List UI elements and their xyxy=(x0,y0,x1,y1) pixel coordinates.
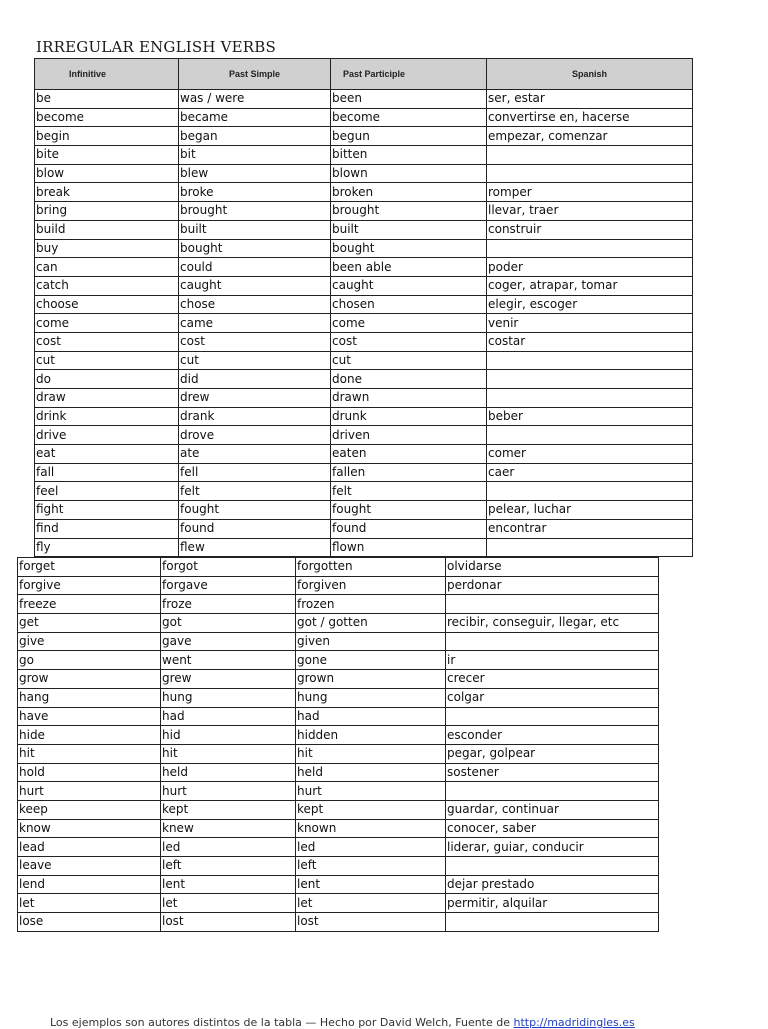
cell-past-participle: had xyxy=(296,707,446,726)
cell-infinitive: lend xyxy=(18,875,161,894)
cell-past-participle: known xyxy=(296,819,446,838)
cell-past-simple: was / were xyxy=(179,90,331,109)
cell-past-participle: bitten xyxy=(331,146,487,165)
cell-infinitive: fly xyxy=(35,538,179,557)
table-row xyxy=(18,670,659,689)
cell-infinitive: lead xyxy=(18,838,161,857)
cell-spanish: sostener xyxy=(446,763,659,782)
header-spanish: Spanish xyxy=(487,59,693,90)
cell-past-simple: hid xyxy=(161,726,296,745)
table-row xyxy=(35,127,693,146)
cell-spanish: conocer, saber xyxy=(446,819,659,838)
cell-spanish: colgar xyxy=(446,688,659,707)
cell-spanish: esconder xyxy=(446,726,659,745)
cell-past-participle: drawn xyxy=(331,389,487,408)
table-row xyxy=(18,707,659,726)
cell-infinitive: begin xyxy=(35,127,179,146)
cell-spanish: caer xyxy=(487,463,693,482)
cell-past-simple: let xyxy=(161,894,296,913)
cell-past-simple: gave xyxy=(161,632,296,651)
cell-infinitive: fight xyxy=(35,501,179,520)
cell-past-simple: hung xyxy=(161,688,296,707)
cell-past-simple: chose xyxy=(179,295,331,314)
cell-past-participle: been able xyxy=(331,258,487,277)
cell-infinitive: keep xyxy=(18,800,161,819)
cell-infinitive: drink xyxy=(35,407,179,426)
cell-past-participle: got / gotten xyxy=(296,614,446,633)
cell-spanish xyxy=(487,426,693,445)
table-row xyxy=(35,239,693,258)
cell-past-participle: begun xyxy=(331,127,487,146)
page-footer xyxy=(50,1016,635,1029)
cell-infinitive: hit xyxy=(18,744,161,763)
table-row xyxy=(35,146,693,165)
cell-past-participle: flown xyxy=(331,538,487,557)
verbs-table-1 xyxy=(34,58,693,557)
table-row xyxy=(35,332,693,351)
cell-infinitive: buy xyxy=(35,239,179,258)
cell-infinitive: let xyxy=(18,894,161,913)
table-row xyxy=(35,183,693,202)
cell-past-participle: built xyxy=(331,220,487,239)
cell-spanish: permitir, alquilar xyxy=(446,894,659,913)
table-row xyxy=(35,258,693,277)
table-row xyxy=(35,202,693,221)
cell-spanish xyxy=(446,913,659,932)
cell-spanish: perdonar xyxy=(446,576,659,595)
cell-spanish: poder xyxy=(487,258,693,277)
table-row xyxy=(35,463,693,482)
cell-past-participle: let xyxy=(296,894,446,913)
table-row xyxy=(18,651,659,670)
cell-past-simple: froze xyxy=(161,595,296,614)
table-row xyxy=(18,726,659,745)
cell-spanish: llevar, traer xyxy=(487,202,693,221)
table-row xyxy=(35,314,693,333)
cell-infinitive: cut xyxy=(35,351,179,370)
cell-spanish: liderar, guiar, conducir xyxy=(446,838,659,857)
cell-spanish: construir xyxy=(487,220,693,239)
cell-past-simple: grew xyxy=(161,670,296,689)
cell-past-participle: cut xyxy=(331,351,487,370)
cell-infinitive: hang xyxy=(18,688,161,707)
table-row xyxy=(35,90,693,109)
cell-infinitive: do xyxy=(35,370,179,389)
cell-past-simple: could xyxy=(179,258,331,277)
cell-spanish: romper xyxy=(487,183,693,202)
cell-past-participle: found xyxy=(331,519,487,538)
cell-past-simple: forgave xyxy=(161,576,296,595)
cell-spanish xyxy=(446,632,659,651)
table-row xyxy=(18,576,659,595)
table-row xyxy=(35,164,693,183)
table-row xyxy=(18,614,659,633)
cell-past-simple: left xyxy=(161,857,296,876)
table-row xyxy=(18,744,659,763)
cell-past-simple: bit xyxy=(179,146,331,165)
cell-past-simple: led xyxy=(161,838,296,857)
cell-past-simple: found xyxy=(179,519,331,538)
table-row xyxy=(35,519,693,538)
table-row xyxy=(35,389,693,408)
cell-spanish: crecer xyxy=(446,670,659,689)
cell-infinitive: cost xyxy=(35,332,179,351)
table-row xyxy=(18,838,659,857)
table-row xyxy=(18,632,659,651)
cell-past-simple: blew xyxy=(179,164,331,183)
cell-past-participle: lent xyxy=(296,875,446,894)
cell-spanish: elegir, escoger xyxy=(487,295,693,314)
cell-spanish xyxy=(487,389,693,408)
table-row xyxy=(35,482,693,501)
cell-past-participle: eaten xyxy=(331,445,487,464)
cell-past-simple: fought xyxy=(179,501,331,520)
cell-past-simple: drove xyxy=(179,426,331,445)
table-row xyxy=(35,295,693,314)
cell-past-participle: held xyxy=(296,763,446,782)
cell-past-participle: done xyxy=(331,370,487,389)
table-row xyxy=(35,538,693,557)
cell-infinitive: have xyxy=(18,707,161,726)
cell-infinitive: break xyxy=(35,183,179,202)
cell-infinitive: blow xyxy=(35,164,179,183)
cell-spanish xyxy=(487,164,693,183)
cell-infinitive: hold xyxy=(18,763,161,782)
cell-past-participle: led xyxy=(296,838,446,857)
cell-past-simple: had xyxy=(161,707,296,726)
cell-past-participle: brought xyxy=(331,202,487,221)
cell-spanish: ser, estar xyxy=(487,90,693,109)
cell-spanish: pegar, golpear xyxy=(446,744,659,763)
cell-infinitive: forgive xyxy=(18,576,161,595)
cell-past-participle: felt xyxy=(331,482,487,501)
cell-infinitive: choose xyxy=(35,295,179,314)
cell-infinitive: lose xyxy=(18,913,161,932)
cell-past-participle: cost xyxy=(331,332,487,351)
cell-infinitive: draw xyxy=(35,389,179,408)
footer-text: Los ejemplos son autores distintos de la tabla — Hecho por David Welch, Fuente de xyxy=(50,1016,511,1029)
cell-infinitive: give xyxy=(18,632,161,651)
cell-past-simple: hit xyxy=(161,744,296,763)
table-row xyxy=(35,108,693,127)
table-header-row xyxy=(35,59,693,90)
cell-infinitive: bring xyxy=(35,202,179,221)
verbs-table-2 xyxy=(17,557,659,932)
cell-spanish: recibir, conseguir, llegar, etc xyxy=(446,614,659,633)
cell-infinitive: build xyxy=(35,220,179,239)
cell-past-simple: drew xyxy=(179,389,331,408)
cell-past-simple: became xyxy=(179,108,331,127)
header-past-participle: Past Participle xyxy=(331,59,487,90)
cell-infinitive: bite xyxy=(35,146,179,165)
cell-past-participle: kept xyxy=(296,800,446,819)
cell-spanish xyxy=(446,595,659,614)
cell-past-participle: bought xyxy=(331,239,487,258)
cell-past-participle: chosen xyxy=(331,295,487,314)
cell-spanish xyxy=(487,239,693,258)
cell-past-participle: forgiven xyxy=(296,576,446,595)
table-row xyxy=(18,558,659,577)
cell-past-participle: gone xyxy=(296,651,446,670)
cell-past-participle: forgotten xyxy=(296,558,446,577)
table-row xyxy=(35,220,693,239)
cell-past-simple: kept xyxy=(161,800,296,819)
cell-past-participle: fought xyxy=(331,501,487,520)
cell-spanish xyxy=(487,351,693,370)
cell-infinitive: get xyxy=(18,614,161,633)
cell-past-participle: blown xyxy=(331,164,487,183)
cell-past-participle: drunk xyxy=(331,407,487,426)
cell-infinitive: can xyxy=(35,258,179,277)
cell-past-simple: hurt xyxy=(161,782,296,801)
cell-infinitive: freeze xyxy=(18,595,161,614)
cell-past-participle: been xyxy=(331,90,487,109)
cell-past-simple: drank xyxy=(179,407,331,426)
cell-spanish: comer xyxy=(487,445,693,464)
cell-infinitive: know xyxy=(18,819,161,838)
page-title: IRREGULAR ENGLISH VERBS xyxy=(36,38,276,56)
cell-past-participle: broken xyxy=(331,183,487,202)
cell-past-participle: driven xyxy=(331,426,487,445)
cell-infinitive: grow xyxy=(18,670,161,689)
cell-past-simple: built xyxy=(179,220,331,239)
cell-past-simple: cut xyxy=(179,351,331,370)
cell-spanish xyxy=(446,707,659,726)
table-row xyxy=(18,763,659,782)
cell-infinitive: eat xyxy=(35,445,179,464)
cell-spanish: guardar, continuar xyxy=(446,800,659,819)
cell-past-simple: came xyxy=(179,314,331,333)
table-row xyxy=(35,445,693,464)
cell-past-participle: become xyxy=(331,108,487,127)
cell-spanish xyxy=(487,482,693,501)
table-row xyxy=(18,595,659,614)
cell-past-simple: fell xyxy=(179,463,331,482)
footer-link[interactable]: http://madridingles.es xyxy=(513,1016,635,1029)
table-row xyxy=(35,276,693,295)
cell-past-simple: bought xyxy=(179,239,331,258)
cell-spanish xyxy=(487,538,693,557)
cell-spanish: convertirse en, hacerse xyxy=(487,108,693,127)
cell-infinitive: fall xyxy=(35,463,179,482)
cell-past-simple: broke xyxy=(179,183,331,202)
cell-past-simple: flew xyxy=(179,538,331,557)
cell-spanish xyxy=(446,857,659,876)
table-row xyxy=(18,782,659,801)
header-infinitive: Infinitive xyxy=(35,59,179,90)
table-row xyxy=(18,800,659,819)
table-row xyxy=(35,351,693,370)
cell-past-simple: got xyxy=(161,614,296,633)
cell-infinitive: go xyxy=(18,651,161,670)
table-row xyxy=(18,875,659,894)
table-row xyxy=(18,819,659,838)
cell-spanish xyxy=(487,146,693,165)
cell-infinitive: come xyxy=(35,314,179,333)
cell-past-simple: cost xyxy=(179,332,331,351)
cell-past-simple: held xyxy=(161,763,296,782)
table-row xyxy=(18,688,659,707)
table-row xyxy=(35,501,693,520)
cell-past-participle: frozen xyxy=(296,595,446,614)
cell-spanish: olvidarse xyxy=(446,558,659,577)
cell-past-simple: did xyxy=(179,370,331,389)
cell-infinitive: drive xyxy=(35,426,179,445)
cell-past-simple: lent xyxy=(161,875,296,894)
table-row xyxy=(35,370,693,389)
table-row xyxy=(18,894,659,913)
cell-past-participle: fallen xyxy=(331,463,487,482)
cell-past-simple: felt xyxy=(179,482,331,501)
cell-spanish: costar xyxy=(487,332,693,351)
cell-infinitive: become xyxy=(35,108,179,127)
cell-past-participle: lost xyxy=(296,913,446,932)
cell-past-simple: forgot xyxy=(161,558,296,577)
table-row xyxy=(35,407,693,426)
cell-spanish: ir xyxy=(446,651,659,670)
cell-spanish: beber xyxy=(487,407,693,426)
cell-past-participle: caught xyxy=(331,276,487,295)
cell-infinitive: be xyxy=(35,90,179,109)
cell-past-participle: hurt xyxy=(296,782,446,801)
cell-infinitive: find xyxy=(35,519,179,538)
cell-spanish: dejar prestado xyxy=(446,875,659,894)
cell-past-simple: brought xyxy=(179,202,331,221)
cell-spanish: encontrar xyxy=(487,519,693,538)
cell-past-simple: lost xyxy=(161,913,296,932)
table-row xyxy=(18,857,659,876)
cell-past-participle: come xyxy=(331,314,487,333)
cell-infinitive: forget xyxy=(18,558,161,577)
cell-spanish xyxy=(446,782,659,801)
cell-past-participle: hit xyxy=(296,744,446,763)
cell-past-simple: began xyxy=(179,127,331,146)
cell-spanish: empezar, comenzar xyxy=(487,127,693,146)
cell-past-simple: caught xyxy=(179,276,331,295)
cell-past-participle: left xyxy=(296,857,446,876)
cell-past-participle: given xyxy=(296,632,446,651)
table-row xyxy=(35,426,693,445)
cell-infinitive: feel xyxy=(35,482,179,501)
cell-spanish: venir xyxy=(487,314,693,333)
cell-past-participle: grown xyxy=(296,670,446,689)
cell-infinitive: hide xyxy=(18,726,161,745)
cell-past-simple: knew xyxy=(161,819,296,838)
cell-infinitive: catch xyxy=(35,276,179,295)
header-past-simple: Past Simple xyxy=(179,59,331,90)
cell-infinitive: leave xyxy=(18,857,161,876)
table-row xyxy=(18,913,659,932)
cell-spanish: coger, atrapar, tomar xyxy=(487,276,693,295)
cell-spanish: pelear, luchar xyxy=(487,501,693,520)
cell-spanish xyxy=(487,370,693,389)
cell-past-simple: ate xyxy=(179,445,331,464)
cell-past-participle: hung xyxy=(296,688,446,707)
cell-past-simple: went xyxy=(161,651,296,670)
cell-past-participle: hidden xyxy=(296,726,446,745)
cell-infinitive: hurt xyxy=(18,782,161,801)
